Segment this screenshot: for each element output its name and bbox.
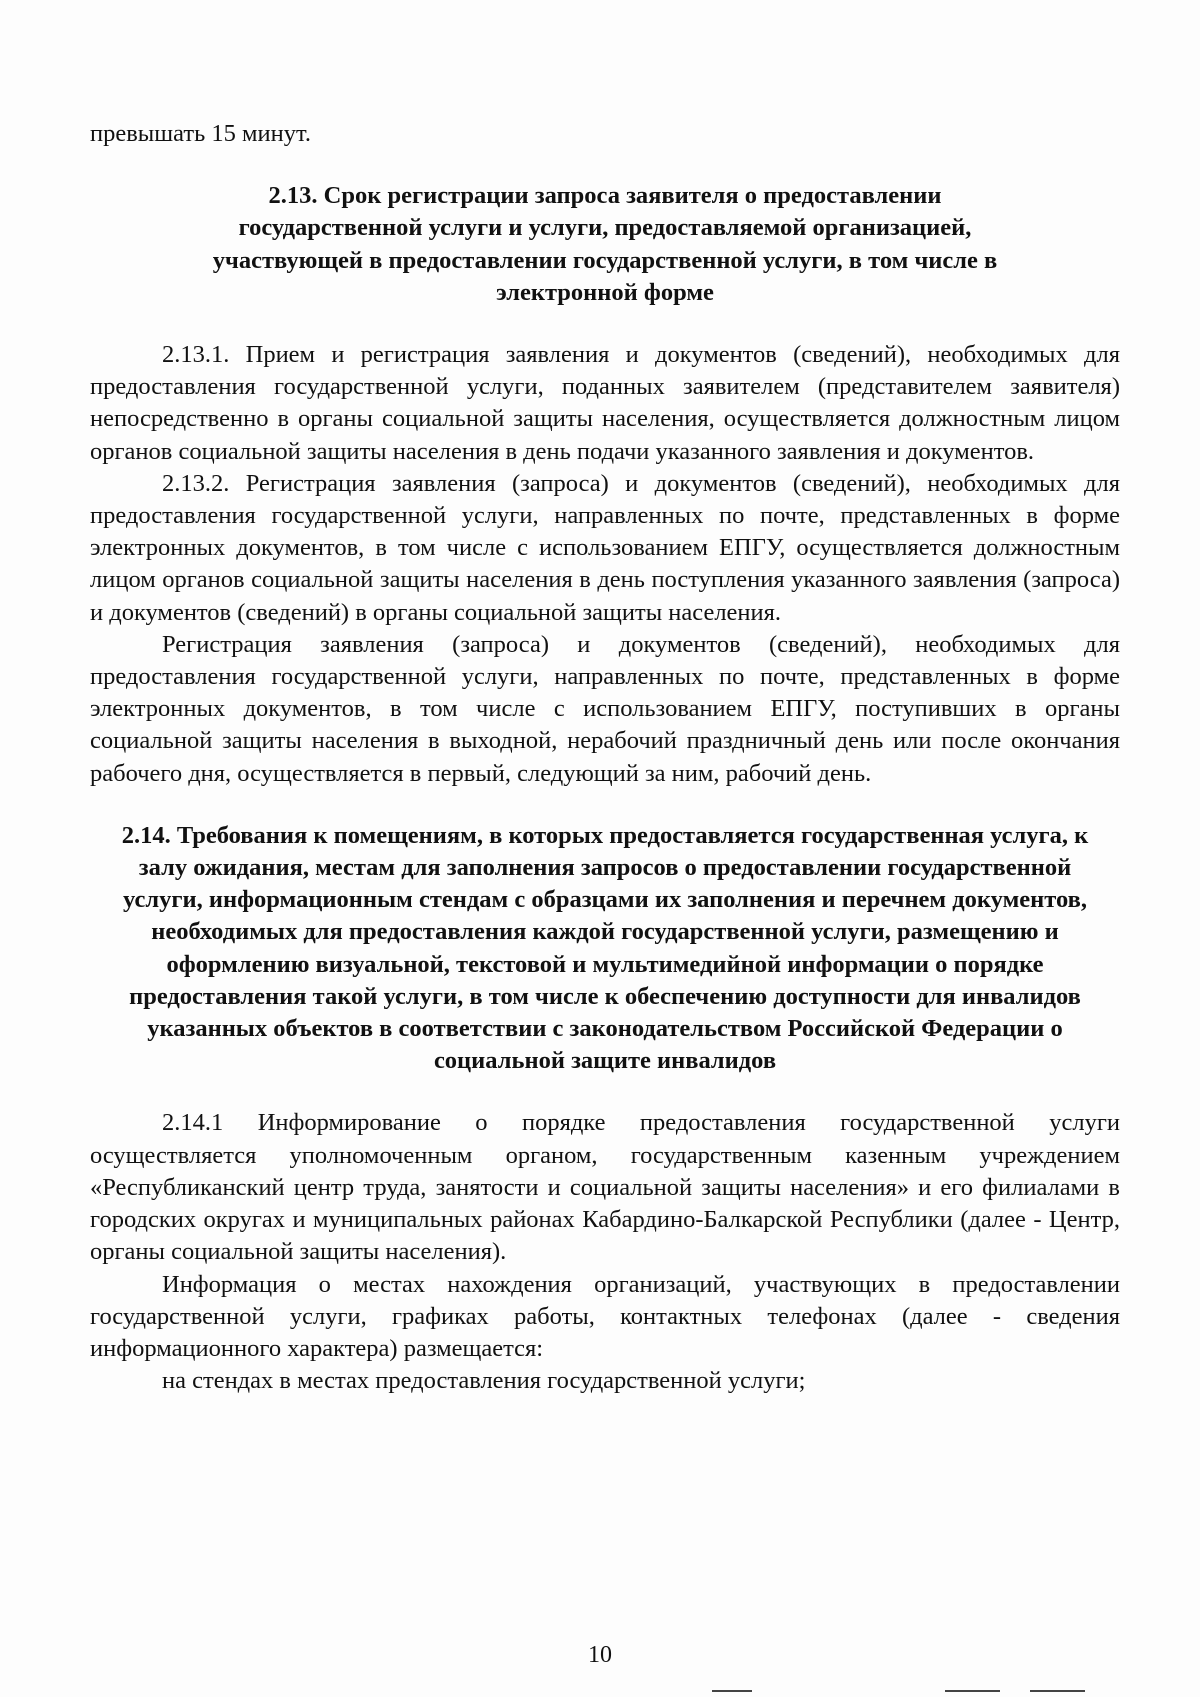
continued-text: превышать 15 минут.: [90, 120, 311, 147]
paragraph-2-14-1: 2.14.1 Информирование о порядке предоставления государственной услуги осуществляется уполномоченным органом, государственным казенным учреждением «Республиканский центр труда, занятости и социальной защиты населения» и его филиалами в городских округах и муниципальных районах Кабардино-Балкарской Республики (далее - Центр, органы социальной защиты населения).: [90, 1109, 1120, 1266]
paragraph-2-13-1: 2.13.1. Прием и регистрация заявления и документов (сведений), необходимых для предоставления государственной услуги, поданных заявителем (представителем заявителя) непосредственно в органы социальной защиты населения, осуществляется должностным лицом органов социальной защиты населения в день подачи указанного заявления и документов.: [90, 341, 1120, 465]
section-2-14-heading: 2.14. Требования к помещениям, в которых предоставляется государственная услуга, к залу ожидания, местам для заполнения запросов о предоставлении государственной услуги, информационным стендам с образцами их заполнения и перечнем документов, необходимых для предоставления каждой государственной услуги, размещению и оформлению визуальной, текстовой и мультимедийной информации о порядке предоставления такой услуги, в том числе к обеспечению доступности для инвалидов указанных объектов в соответствии с законодательством Российской Федерации о социальной защите инвалидов: [121, 821, 1089, 1075]
paragraph-2-13-2: 2.13.2. Регистрация заявления (запроса) и документов (сведений), необходимых для предоставления государственной услуги, направленных по почте, представленных в форме электронных документов, в том числе с использованием ЕПГУ, осуществляется должностным лицом органов социальной защиты населения в день поступления указанного заявления (запроса) и документов (сведений) в органы социальной защиты населения.: [90, 469, 1120, 626]
scan-artifact-line: [1030, 1690, 1085, 1692]
paragraph-2-13-registration: Регистрация заявления (запроса) и документов (сведений), необходимых для предоставления государственной услуги, направленных по почте, представленных в форме электронных документов, в том числе с использованием ЕПГУ, поступивших в органы социальной защиты населения в выходной, нерабочий праздничный день или после окончания рабочего дня, осуществляется в первый, следующий за ним, рабочий день.: [90, 630, 1120, 787]
paragraph-2-14-stands: на стендах в местах предоставления государственной услуги;: [162, 1367, 806, 1395]
page-number: 10: [588, 1642, 612, 1668]
paragraph-2-14-info-places: Информация о местах нахождения организаций, участвующих в предоставлении государственной услуги, графиках работы, контактных телефонах (далее - сведения информационного характера) размещается:: [90, 1270, 1120, 1362]
section-2-13-heading: 2.13. Срок регистрации запроса заявителя о предоставлении государственной услуги и услуги, предоставляемой организацией, участвующей в предоставлении государственной услуги, в том числе в электронной форме: [212, 182, 998, 306]
document-body: [90, 118, 1120, 1397]
scan-artifact-line: [945, 1690, 1000, 1692]
scan-artifact-line: [712, 1690, 752, 1692]
